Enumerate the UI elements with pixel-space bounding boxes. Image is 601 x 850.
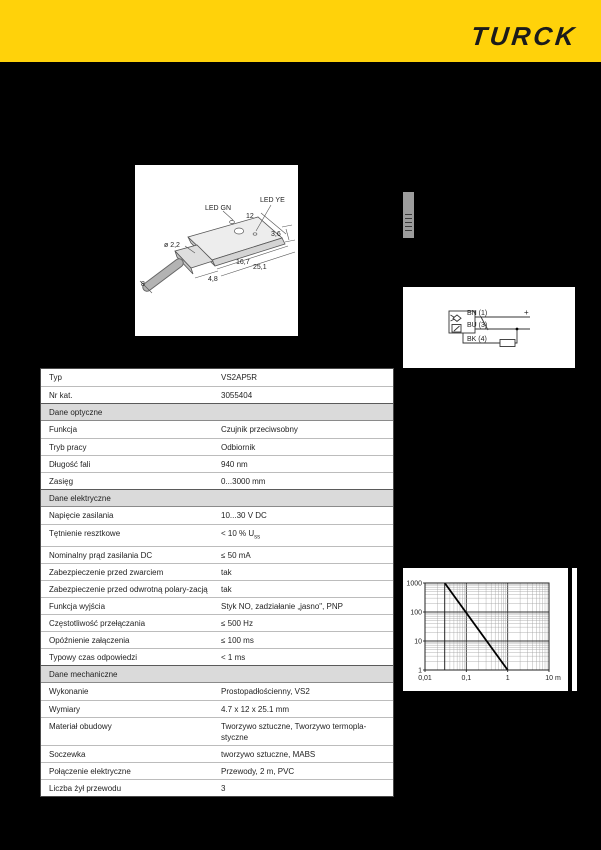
- wiring-diagram-panel: [403, 287, 575, 368]
- wiring-diagram: [403, 287, 575, 368]
- row-value: tak: [221, 584, 232, 594]
- x-tick-label: 10 m: [545, 675, 561, 682]
- row-label: Zasięg: [49, 477, 74, 486]
- brand-header: [0, 0, 601, 62]
- section-title: Dane elektryczne: [49, 494, 111, 503]
- vertical-label-strip: [403, 192, 414, 238]
- chart-panel: [403, 568, 568, 691]
- excess-gain-chart: [403, 568, 568, 691]
- row-label: Typ: [49, 373, 62, 382]
- label-bu: BU (3): [467, 322, 488, 329]
- row-label: Funkcja: [49, 425, 78, 434]
- row-label: Połączenie elektryczne: [49, 766, 131, 776]
- table-row: [41, 762, 393, 779]
- table-section-row: [41, 489, 393, 507]
- row-label: Nominalny prąd zasilania DC: [49, 550, 153, 560]
- label-bn: BN (1): [467, 310, 488, 317]
- row-label: Opóźnienie załączenia: [49, 635, 130, 645]
- label-dim-25-1: 25,1: [253, 264, 267, 271]
- label-led-ye: LED YE: [260, 197, 285, 204]
- page-edge-strip: [572, 568, 577, 691]
- product-drawing: [135, 165, 298, 336]
- row-value: Odbiornik: [221, 443, 256, 452]
- table-row: [41, 580, 393, 597]
- led-green-hole: [230, 220, 235, 223]
- chart-grid: [425, 583, 549, 670]
- table-row: [41, 563, 393, 580]
- row-label: Długość fali: [49, 460, 91, 469]
- table-row: [41, 700, 393, 717]
- series-excess-gain: [445, 583, 508, 670]
- row-value: < 1 ms: [221, 652, 246, 662]
- label-bk: BK (4): [467, 336, 487, 343]
- table-row: [41, 597, 393, 614]
- label-dim-8: 8: [141, 281, 145, 288]
- row-label: Wymiary: [49, 704, 81, 714]
- section-title: Dane optyczne: [49, 408, 103, 417]
- table-row: [41, 631, 393, 648]
- receiver-diamond-icon: [453, 315, 461, 321]
- lens-hole: [234, 228, 243, 234]
- chart-frame: [425, 583, 549, 670]
- table-row: [41, 779, 393, 796]
- row-value: tak: [221, 567, 232, 577]
- spec-table: [40, 368, 394, 797]
- y-tick-label: 1000: [406, 580, 422, 588]
- y-tick-label: 100: [410, 609, 422, 617]
- x-tick-label: 0,1: [461, 675, 472, 682]
- table-row: [41, 455, 393, 472]
- row-value: ≤ 50 mA: [221, 550, 251, 560]
- row-value: 4.7 x 12 x 25.1 mm: [221, 704, 290, 714]
- row-value: VS2AP5R: [221, 373, 258, 382]
- turck-logo: TURCK: [469, 21, 579, 51]
- label-dim-16-7: 16,7: [236, 259, 250, 266]
- chart-series: [445, 583, 508, 670]
- row-label: Zabezpieczenie przed zwarciem: [49, 567, 164, 577]
- row-label: Tętnienie resztkowe: [49, 529, 121, 538]
- row-value: Styk NO, zadziałanie „jasno", PNP: [221, 601, 343, 611]
- row-label: Liczba żył przewodu: [49, 783, 122, 793]
- row-value: < 10 % $U_{ss}$: [221, 529, 261, 541]
- section-title: Dane mechaniczne: [49, 669, 118, 679]
- table-section-row: [41, 403, 393, 421]
- x-tick-label: 0,01: [418, 675, 432, 682]
- y-tick-label: 10: [414, 638, 422, 646]
- label-led-gn: LED GN: [205, 205, 232, 212]
- row-value: Prostopadłościenny, VS2: [221, 686, 310, 696]
- led-yellow-hole: [253, 233, 257, 235]
- table-section-row: [41, 665, 393, 683]
- label-dim-4-8: 4,8: [208, 276, 218, 283]
- row-label: Zabezpieczenie przed odwrotną polary-zacją: [49, 584, 208, 594]
- row-value: 10...30 V DC: [221, 511, 267, 520]
- spec-table-body: [41, 369, 393, 796]
- table-row: [41, 507, 393, 524]
- table-row: [41, 421, 393, 438]
- row-value: Przewody, 2 m, PVC: [221, 766, 295, 776]
- row-label: Napięcie zasilania: [49, 511, 114, 520]
- row-value: 0...3000 mm: [221, 477, 266, 486]
- table-row: [41, 717, 393, 745]
- table-row: [41, 683, 393, 700]
- product-drawing-panel: [135, 165, 298, 336]
- junction-dot: [516, 328, 519, 331]
- row-label: Funkcja wyjścia: [49, 601, 106, 611]
- x-tick-label: 1: [505, 675, 510, 682]
- row-label: Wykonanie: [49, 686, 89, 696]
- row-value: 940 nm: [221, 460, 248, 469]
- row-value: tworzywo sztuczne, MABS: [221, 749, 316, 759]
- table-row: [41, 472, 393, 489]
- row-label: Tryb pracy: [49, 443, 87, 452]
- row-value: ≤ 500 Hz: [221, 618, 253, 628]
- row-value: Czujnik przeciwsobny: [221, 425, 298, 434]
- table-row: [41, 546, 393, 563]
- label-dim-o2-2: ø 2,2: [164, 242, 180, 249]
- table-row: [41, 614, 393, 631]
- table-row: [41, 369, 393, 386]
- chart-ticks: [406, 581, 561, 683]
- table-row: [41, 438, 393, 455]
- row-label: Materiał obudowy: [49, 721, 112, 731]
- table-row: [41, 648, 393, 665]
- label-dim-12: 12: [246, 213, 254, 220]
- row-value: Tworzywo sztuczne, Tworzywo termopla-styczne: [221, 721, 367, 742]
- row-value: 3055404: [221, 391, 253, 400]
- row-value: ≤ 100 ms: [221, 635, 254, 645]
- row-label: Nr kat.: [49, 391, 73, 400]
- row-label: Częstotliwość przełączania: [49, 618, 146, 628]
- table-row: [41, 386, 393, 403]
- cable-icon: [147, 263, 179, 287]
- table-row: [41, 745, 393, 762]
- label-plus: +: [524, 308, 529, 317]
- row-label: Soczewka: [49, 749, 86, 759]
- table-row: [41, 524, 393, 546]
- load-symbol: [500, 340, 515, 347]
- vertical-strip-marks: [405, 214, 412, 234]
- label-dim-3-6: 3,6: [271, 231, 281, 238]
- row-label: Typowy czas odpowiedzi: [49, 652, 138, 662]
- y-tick-label: 1: [418, 667, 422, 675]
- row-value: 3: [221, 783, 226, 793]
